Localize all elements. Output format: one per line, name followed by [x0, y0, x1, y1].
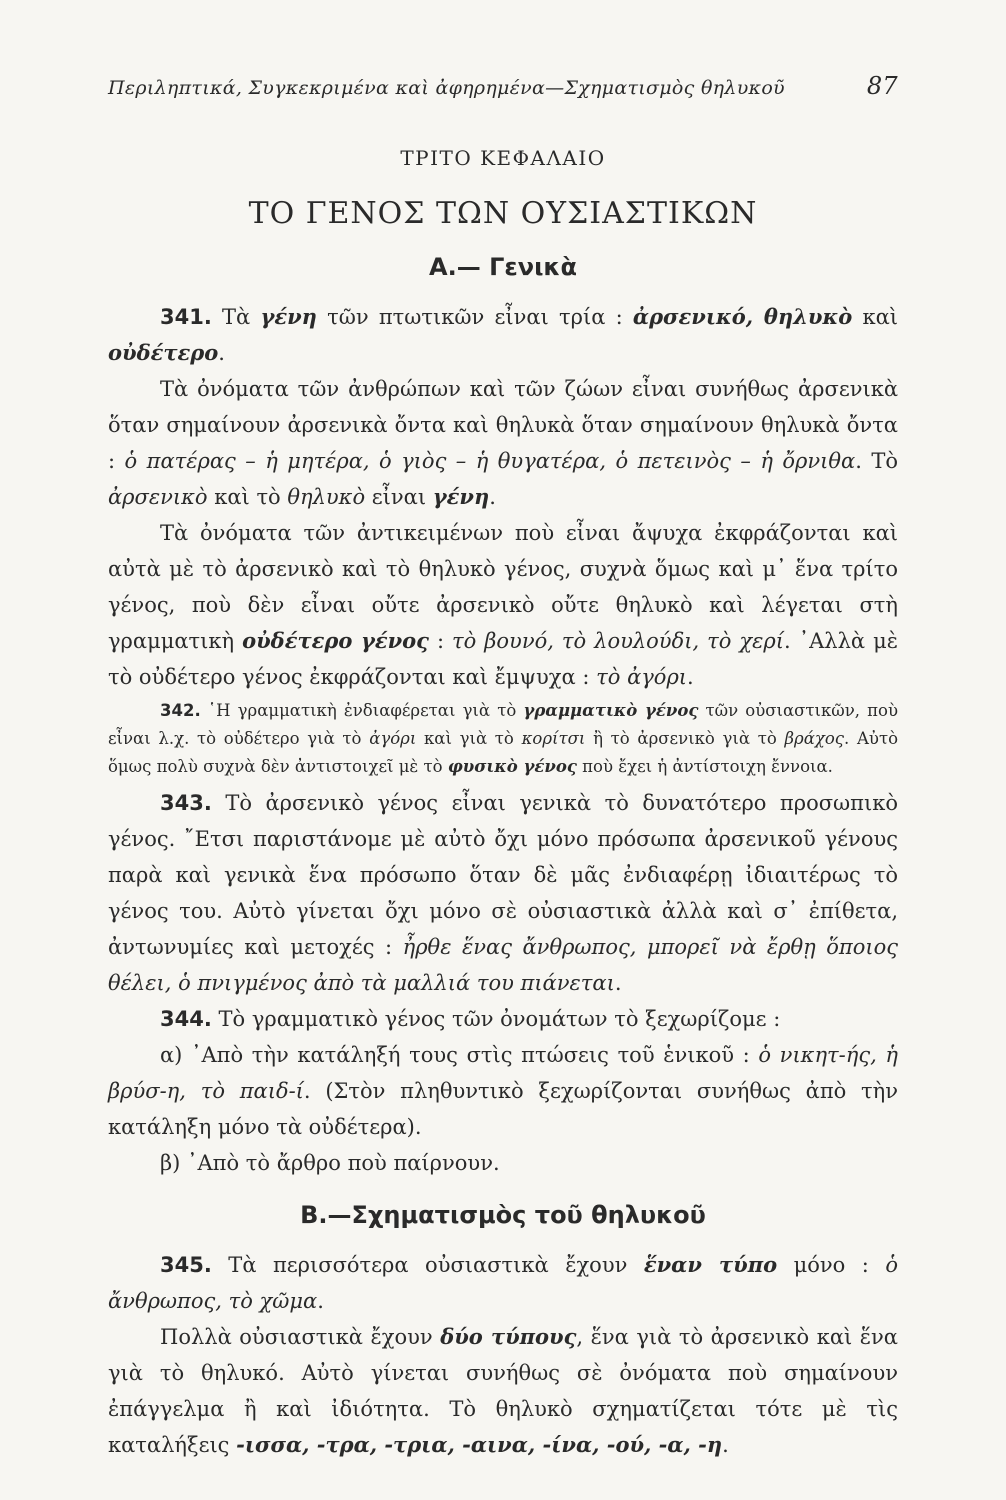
paragraph-number: 342. [160, 701, 201, 720]
paragraph-number: 344. [160, 1007, 212, 1031]
text-run: Τὰ ὀνόματα τῶν ἀνθρώπων καὶ τῶν ζώων εἶναι συνήθως ἀρσενικὰ ὅταν σημαίνουν ἀρσενικὰ ὄντα καὶ θηλυκὰ ὅταν σημαίνουν θηλυκὰ ὄντα : [108, 377, 898, 473]
paragraph-number: 345. [160, 1253, 212, 1277]
text-run: Τὰ ὀνόματα τῶν ἀντικειμένων ποὺ εἶναι ἄψυχα ἐκφράζονται καὶ αὐτὰ μὲ τὸ ἀρσενικὸ καὶ τὸ θηλυκὸ γένος, συχνὰ ὅμως καὶ μ᾽ ἕνα τρίτο γένος, ποὺ δὲν εἶναι οὔτε ἀρσενικὸ οὔτε θηλυκὸ καὶ λέγεται στὴ γραμματικὴ [108, 521, 898, 653]
example-text: βράχος [784, 729, 845, 748]
text-run: Τὰ περισσότερα οὐσιαστικὰ ἔχουν [211, 1253, 644, 1277]
text-run: . ᾽Αλλὰ μὲ τὸ οὐδέτερο γένος ἐκφράζονται καὶ ἔμψυχα : [108, 629, 898, 689]
paragraph-341 [108, 299, 898, 371]
text-run: . [614, 971, 622, 995]
paragraph-344-b [108, 1145, 898, 1181]
text-run: . Τὸ [855, 449, 898, 473]
example-text: ὁ νικητ-ής, ἡ βρύσ-η, τὸ παιδ-ί [108, 1043, 898, 1103]
paragraph-341-animate [108, 371, 898, 515]
chapter-title: ΤΟ ΓΕΝΟΣ ΤΩΝ ΟΥΣΙΑΣΤΙΚΩΝ [248, 196, 758, 231]
emphasis-term: γένη [260, 304, 317, 329]
text-run: τῶν πτωτικῶν εἶναι τρία : [316, 305, 633, 329]
paragraph-345 [108, 1247, 898, 1319]
suffix-list: -ισσα, -τρα, -τρια, -αινα, -ίνα, -ού, -α, -η [236, 1432, 723, 1457]
emphasis-term: οὐδέτερο [108, 340, 219, 365]
example-text: τὸ βουνό, τὸ λουλούδι, τὸ χερί [452, 629, 784, 653]
text-run: . [687, 665, 694, 689]
text-run: καὶ γιὰ τὸ [416, 729, 522, 748]
text-run: . [218, 341, 225, 365]
example-text: ἀγόρι [369, 729, 417, 748]
page-number: 87 [866, 72, 898, 100]
example-text: ὁ ἄνθρωπος, τὸ χῶμα [108, 1253, 898, 1313]
text-run: εἶναι [365, 485, 433, 509]
text-run: Τὸ ἀρσενικὸ γένος εἶναι γενικὰ τὸ δυνατότερο προσωπικὸ γένος. ῎Ετσι παριστάνομε μὲ αὐτὸ ὄχι μόνο πρόσωπα ἀρσενικοῦ γένους παρὰ καὶ γενικὰ ἕνα πρόσωπο ὅταν δὲ μᾶς ἐνδιαφέρῃ ἰδιαιτέρως τὸ γένος του. Αὐτὸ γίνεται ὄχι μόνο σὲ οὐσιαστικὰ ἀλλὰ καὶ σ᾽ ἐπίθετα, ἀντωνυμίες καὶ μετοχές : [108, 791, 898, 959]
paragraph-344 [108, 1001, 898, 1037]
example-text: ὁ πατέρας – ἡ μητέρα, ὁ γιὸς – ἡ θυγατέρα, ὁ πετεινὸς – ἡ ὄρνιθα [124, 449, 856, 473]
text-run: Πολλὰ οὐσιαστικὰ ἔχουν [160, 1325, 441, 1349]
emphasis-term: ἕναν τύπο [643, 1252, 778, 1277]
text-run: ἢ τὸ ἀρσενικὸ γιὰ τὸ [585, 729, 785, 748]
example-text: τὸ ἀγόρι [596, 665, 688, 689]
text-run: . [317, 1289, 324, 1313]
paragraph-343 [108, 785, 898, 1001]
paragraph-number: 341. [160, 305, 212, 329]
text-run: . Αὐτὸ ὅμως πολὺ συχνὰ δὲν ἀντιστοιχεῖ μὲ τὸ [108, 729, 899, 776]
text-run: καὶ [852, 305, 899, 329]
emphasis-term: γένη [432, 484, 490, 509]
text-run: μόνο : [777, 1253, 886, 1277]
text-run: . [489, 485, 496, 509]
text-run: ποὺ ἔχει ἡ ἀντίστοιχη ἔννοια. [576, 757, 833, 776]
emphasis-term: οὐδέτερο γένος [242, 628, 429, 653]
text-run: Τὸ γραμματικὸ γένος τῶν ὀνομάτων τὸ ξεχωρίζομε : [211, 1007, 781, 1031]
text-run: β) ᾽Απὸ τὸ ἄρθρο ποὺ παίρνουν. [160, 1151, 500, 1175]
paragraph-341-inanimate [108, 515, 898, 695]
text-run: α) ᾽Απὸ τὴν κατάληξή τους στὶς πτώσεις τοῦ ἑνικοῦ : [160, 1043, 759, 1067]
example-text: ἀρσενικὸ [108, 485, 208, 509]
emphasis-term: γραμματικὸ γένος [523, 701, 699, 720]
paragraph-345-forms [108, 1319, 898, 1463]
running-title: Περιληπτικά, Συγκεκριμένα καὶ ἀφηρημένα—Σχηματισμὸς θηλυκοῦ [108, 77, 785, 99]
example-text: ἦρθε ἕνας ἄνθρωπος, μπορεῖ νὰ ἔρθῃ ὅποιος θέλει, ὁ πνιγμένος ἀπὸ τὰ μαλλιά του πιάνεται [108, 935, 898, 995]
chapter-label: ΤΡΙΤΟ ΚΕΦΑΛΑΙΟ [400, 146, 606, 170]
text-run: . [722, 1433, 729, 1457]
example-text: κορίτσι [521, 729, 586, 748]
running-head [108, 72, 898, 100]
text-run: , ἕνα γιὰ τὸ ἀρσενικὸ καὶ ἕνα γιὰ τὸ θηλυκό. Αὐτὸ γίνεται συνήθως σὲ ὀνόματα ποὺ σημαίνουν ἐπάγγελμα ἢ καὶ ἰδιότητα. Τὸ θηλυκὸ σχηματίζεται τότε μὲ τὶς καταλήξεις [108, 1325, 898, 1457]
text-run: ῾Η γραμματικὴ ἐνδιαφέρεται γιὰ τὸ [200, 701, 524, 720]
paragraph-number: 343. [160, 791, 212, 815]
text-run: Τὰ [211, 305, 261, 329]
text-run: . (Στὸν πληθυντικὸ ξεχωρίζονται συνήθως ἀπὸ τὴν κατάληξη μόνο τὰ οὐδέτερα). [108, 1079, 898, 1139]
paragraph-342 [108, 697, 898, 781]
emphasis-term: φυσικὸ γένος [447, 757, 577, 776]
paragraph-344-a [108, 1037, 898, 1145]
example-text: θηλυκὸ [287, 485, 366, 509]
text-run: τῶν οὐσιαστικῶν, ποὺ εἶναι λ.χ. τὸ οὐδέτερο γιὰ τὸ [108, 701, 898, 748]
section-heading-b: Β.—Σχηματισμὸς τοῦ θηλυκοῦ [300, 1201, 706, 1229]
text-run: καὶ τὸ [207, 485, 288, 509]
text-run: : [428, 629, 453, 653]
emphasis-term: δύο τύπους [440, 1324, 577, 1349]
section-heading-a: Α.— Γενικὰ [429, 253, 577, 281]
emphasis-term: ἀρσενικό, θηλυκὸ [632, 304, 853, 329]
